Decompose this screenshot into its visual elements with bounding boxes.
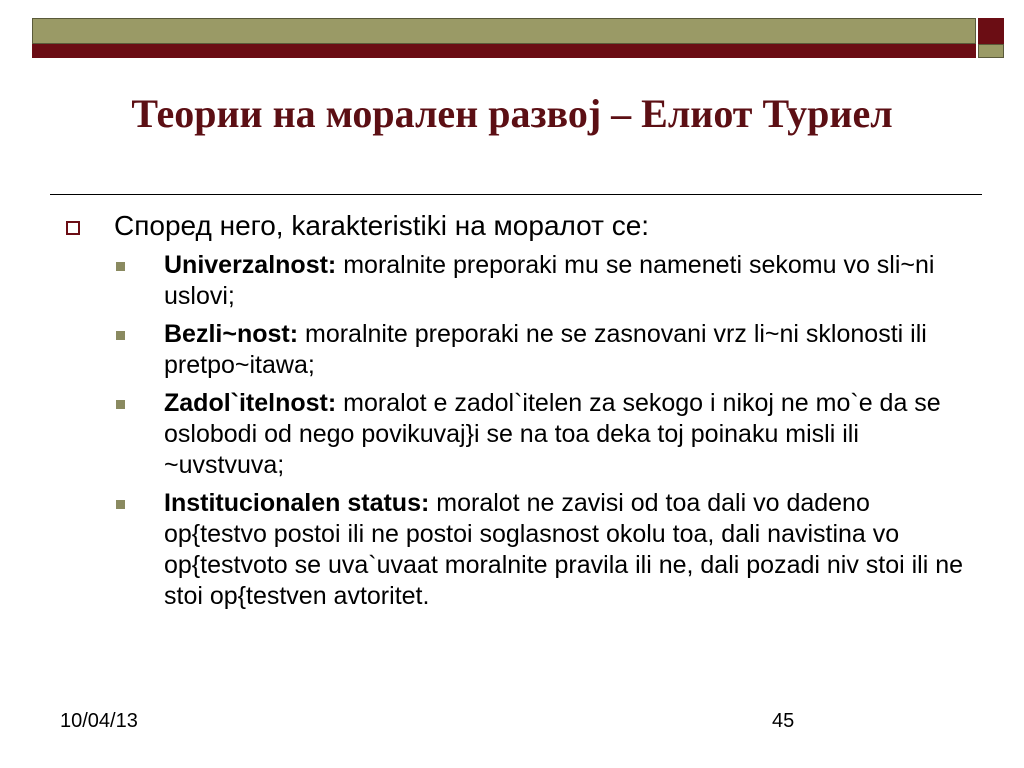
slide-body [62, 208, 972, 619]
header-olive-square [978, 44, 1004, 58]
item-text: moralot ne zavisi od toa dali vo dadeno op{testvo postoi ili ne postoi soglasnost okolu toa, dali navistina vo op{testvoto se uva`uvaat moralnite pravila ili ne, dali pozadi niv stoi ili ne stoi op{testven avtoritet. [164, 489, 964, 610]
header-olive-stripe [32, 18, 976, 44]
list-item [62, 388, 972, 481]
intro-bullet [62, 208, 972, 244]
item-text: moralnite preporaki mu se nameneti sekomu vo sli~ni uslovi; [164, 251, 935, 310]
slide-title: Теории на морален развој – Елиот Туриел [131, 91, 893, 136]
list-item [62, 319, 972, 381]
square-bullet-icon [116, 400, 125, 409]
square-bullet-icon [116, 500, 125, 509]
hollow-square-bullet-icon [66, 221, 80, 235]
list-item [62, 488, 972, 612]
square-bullet-icon [116, 331, 125, 340]
item-term: Bezli~nost: [164, 320, 299, 348]
intro-text: Според него, karakteristiki на моралот се: [114, 210, 650, 241]
item-term: Univerzalnost: [164, 251, 337, 279]
item-text: moralot e zadol`itelen za sekogo i nikoj ne mo`e da se oslobodi od nego povikuvaj}i se na toa deka toj poinaku misli ili ~uvstvuva; [164, 389, 941, 479]
header-maroon-stripe [32, 44, 976, 58]
footer-date: 10/04/13 [60, 710, 138, 732]
square-bullet-icon [116, 262, 125, 271]
item-term: Zadol`itelnost: [164, 389, 337, 417]
decorative-header-bar [0, 0, 1024, 70]
title-divider [50, 194, 982, 195]
header-maroon-square [978, 18, 1004, 44]
list-item [62, 250, 972, 312]
characteristics-list [62, 250, 972, 612]
item-text: moralnite preporaki ne se zasnovani vrz li~ni sklonosti ili pretpo~itawa; [164, 320, 927, 379]
page-number: 45 [772, 710, 795, 732]
item-term: Institucionalen status: [164, 489, 430, 517]
